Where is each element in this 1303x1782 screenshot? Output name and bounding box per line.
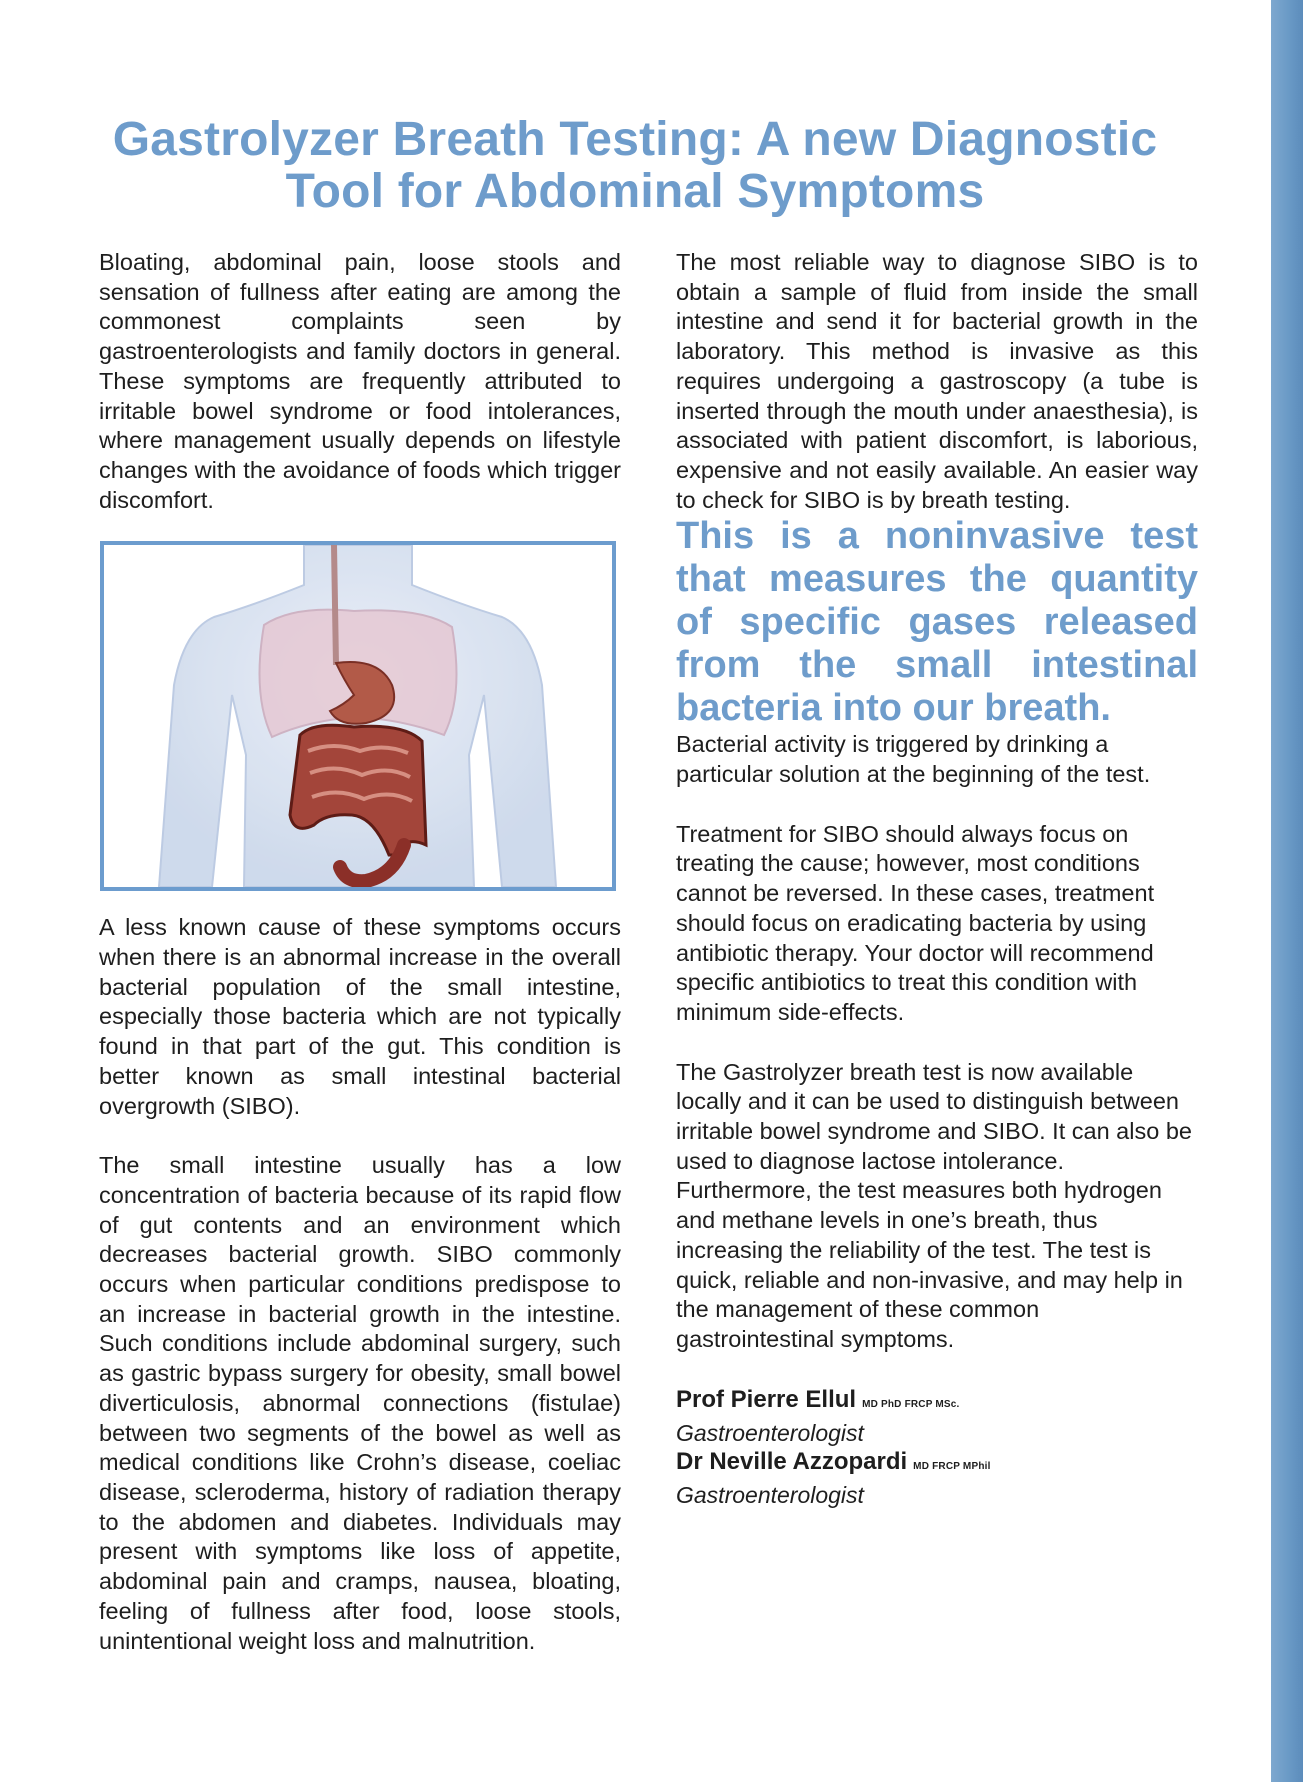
author-name: Dr Neville Azzopardi [676,1447,908,1475]
pull-quote: This is a noninvasive test that measures the quantity of specific gases released from the small intestinal bacteria into our breath. [676,515,1198,730]
sibo-causes-paragraph: The small intestine usually has a low concentration of bacteria because of its rapid flow of gut contents and an environment which decreases bacterial growth. SIBO commonly occurs when particular conditions predispose to an increase in bacterial growth in the intestine. Such conditions include abdominal surgery, such as gastric bypass surgery for obesity, small bowel diverticulosis, abnormal connections (fistulae) between two segments of the bowel as well as medical conditions like Crohn’s disease, coeliac disease, scleroderma, history of radiation therapy to the abdomen and diabetes. Individuals may present with symptoms like loss of appetite, abdominal pain and cramps, nausea, bloating, feeling of fullness after food, loose stools, unintentional weight loss and malnutrition. [99,1152,621,1654]
author-credentials: MD FRCP MPhil [913,1460,991,1472]
intro-paragraph: Bloating, abdominal pain, loose stools and sensation of fullness after eating are among the commonest complaints seen by gastroenterologists and family doctors in general. These symptoms are frequently attributed to irritable bowel syndrome or food intolerances, where management usually depends on lifestyle changes with the avoidance of foods which trigger discomfort. [99,249,621,513]
availability-paragraph: The Gastrolyzer breath test is now available locally and it can be used to distinguish between irritable bowel syndrome and SIBO. It can also be used to diagnose lactose intolerance. Furthermore, the test measures both hydrogen and methane levels in one’s breath, thus increasing the reliability of the test. The test is quick, reliable and non-invasive, and may help in the management of these common gastrointestinal symptoms. [676,1058,1192,1352]
left-column [99,248,621,1656]
author-role: Gastroenterologist [676,1481,864,1508]
diagnosis-paragraph: The most reliable way to diagnose SIBO is to obtain a sample of fluid from inside the small intestine and send it for bacterial growth in the laboratory. This method is invasive as this requires undergoing a gastroscopy (a tube is inserted through the mouth under anaesthesia), is associated with patient discomfort, is laborious, expensive and not easily available. An easier way to check for SIBO is by breath testing. [676,249,1198,513]
author-credentials: MD PhD FRCP MSc. [862,1398,960,1410]
author-2 [676,1447,1198,1481]
sibo-definition-paragraph: A less known cause of these symptoms occurs when there is an abnormal increase in the overall bacterial population of the small intestine, especially those bacteria which are not typically found in that part of the gut. This condition is better known as small intestinal bacterial overgrowth (SIBO). [99,914,621,1119]
author-1 [676,1385,1198,1419]
anatomy-illustration [100,541,616,891]
side-accent-bar [1271,0,1303,1782]
article-title: Gastrolyzer Breath Testing: A new Diagnostic Tool for Abdominal Symptoms [112,113,1158,218]
treatment-paragraph: Treatment for SIBO should always focus on treating the cause; however, most conditions cannot be reversed. In these cases, treatment should focus on eradicating bacteria by using antibiotic therapy. Your doctor will recommend specific antibiotics to treat this condition with minimum side-effects. [676,820,1155,1025]
right-column [676,248,1198,1509]
test-paragraph: Bacterial activity is triggered by drinking a particular solution at the beginning of the test. [676,731,1151,788]
author-role: Gastroenterologist [676,1419,864,1446]
author-name: Prof Pierre Ellul [676,1385,857,1413]
digestive-system-image [104,545,612,887]
author-block [676,1385,1198,1509]
